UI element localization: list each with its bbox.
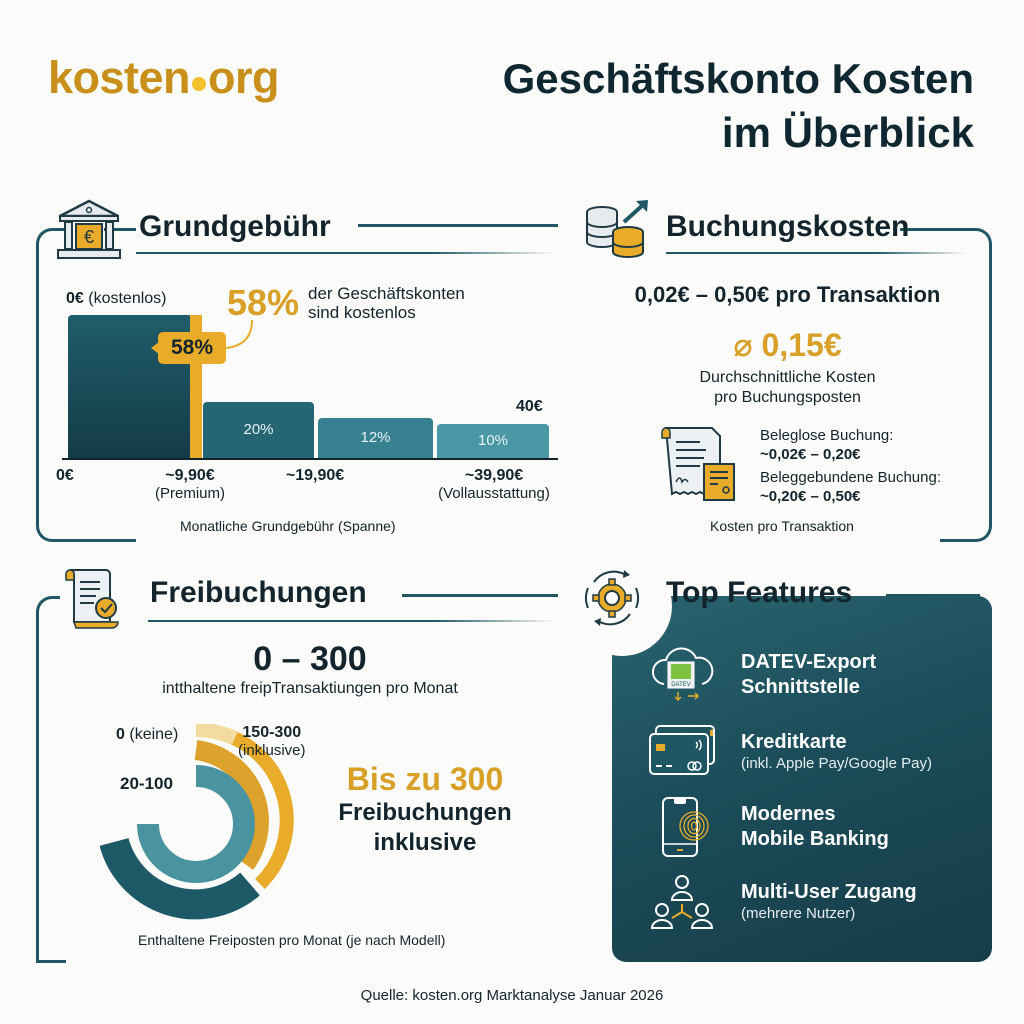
page-title-line1: Geschäftskonto Kosten xyxy=(502,55,974,102)
callout-text-line2: sind kostenlos xyxy=(308,303,416,322)
ring-label-1-value: 150-300 xyxy=(242,724,302,741)
free-label xyxy=(66,290,167,308)
free-booking-range: 0 – 300 xyxy=(253,640,367,678)
feature-mobile-banking xyxy=(741,802,889,852)
x-tick-2 xyxy=(265,467,365,485)
feature-multi-user-sub: (mehrere Nutzer) xyxy=(741,905,856,922)
bar-39: 10% xyxy=(437,424,549,458)
section-title-grundgebuehr: Grundgebühr xyxy=(139,210,331,243)
feature-mobile-line1: Modernes xyxy=(741,803,836,825)
caption-buchungskosten: Kosten pro Transaktion xyxy=(710,518,854,534)
free-booking-range-desc: intthaltene freipTransaktiungen pro Monat xyxy=(162,680,458,697)
feature-multi-user-title: Multi-User Zugang xyxy=(741,881,917,903)
x-tick-3-value: ~39,90€ xyxy=(464,467,524,484)
free-booking-highlight xyxy=(320,760,530,858)
title-rule xyxy=(886,594,980,597)
caption-freibuchungen: Enthaltene Freiposten pro Monat (je nach Modell) xyxy=(138,932,446,948)
section-title-buchungskosten: Buchungskosten xyxy=(666,210,910,243)
title-rule xyxy=(358,224,558,227)
svg-text:DATEV: DATEV xyxy=(671,682,691,688)
free-label-desc: (kostenlos) xyxy=(88,290,167,307)
ring-label-0 xyxy=(116,726,178,744)
feature-card-sub: (inkl. Apple Pay/Google Pay) xyxy=(741,755,932,772)
highlight-big: Bis zu 300 xyxy=(346,761,504,797)
bar-19: 12% xyxy=(318,418,433,458)
booking-cost-average: ⌀ 0,15€ xyxy=(733,327,842,363)
page-title-line2: im Überblick xyxy=(721,109,974,156)
booking-type-value-1: ~0,20€ – 0,50€ xyxy=(760,488,861,505)
avg-desc-line1: Durchschnittliche Kosten xyxy=(699,369,876,386)
feature-datev-line1: DATEV-Export xyxy=(741,651,877,673)
feature-multi-user xyxy=(741,880,917,922)
page-title xyxy=(503,52,974,160)
highlight-line3: inklusive xyxy=(373,829,477,856)
callout-text xyxy=(308,284,465,322)
frame-foot xyxy=(36,960,66,963)
section-title-features: Top Features xyxy=(666,576,853,609)
coins-growth-icon xyxy=(584,198,652,262)
x-tick-1-value: ~9,90€ xyxy=(165,467,215,484)
ring-label-1-desc: (inklusive) xyxy=(238,742,306,759)
x-tick-0 xyxy=(56,467,86,485)
ring-label-0-value: 0 xyxy=(116,726,125,743)
ring-label-1 xyxy=(238,724,306,760)
bank-euro-icon xyxy=(56,198,122,262)
chart-caption-grundgebuehr: Monatliche Grundgebühr (Spanne) xyxy=(180,518,396,534)
feature-datev-line2: Schnittstelle xyxy=(741,676,860,698)
ring-label-0-desc: (keine) xyxy=(129,726,179,743)
source-note: Quelle: kosten.org Marktanalyse Januar 2026 xyxy=(360,987,664,1004)
logo-text-right: org xyxy=(208,52,280,103)
document-check-icon xyxy=(60,566,126,632)
booking-type-label-0: Beleglose Buchung: xyxy=(760,427,894,444)
booking-cost-range: 0,02€ – 0,50€ pro Transaktion xyxy=(634,282,941,307)
phone-fingerprint-icon xyxy=(660,796,714,858)
booking-type-value-0: ~0,02€ – 0,20€ xyxy=(760,446,861,463)
logo xyxy=(48,52,279,104)
x-tick-1-sub: (Premium) xyxy=(155,485,225,502)
ring-label-2: 20-100 xyxy=(120,774,173,793)
x-tick-3-sub: (Vollausstattung) xyxy=(438,485,550,502)
x-tick-3 xyxy=(424,467,564,502)
badge-58-text: 58% xyxy=(170,336,214,359)
title-rule xyxy=(402,594,558,597)
badge-pointer xyxy=(151,342,159,354)
receipt-document-icon xyxy=(660,424,740,504)
title-underline xyxy=(148,620,556,622)
x-tick-2-value: ~19,90€ xyxy=(285,467,345,484)
multi-user-icon xyxy=(650,872,714,932)
max-value-label: 40€ xyxy=(516,398,543,415)
svg-text:€: € xyxy=(83,227,95,247)
frame-gap xyxy=(560,538,940,546)
bar-premium: 20% xyxy=(203,402,314,458)
callout-text-line1: der Geschäftskonten xyxy=(308,284,465,303)
x-axis xyxy=(62,458,558,460)
booking-types xyxy=(760,426,941,506)
highlight-line2: Freibuchungen xyxy=(338,799,512,826)
free-label-value: 0€ xyxy=(66,290,84,307)
cloud-datev-icon xyxy=(648,644,718,704)
section-frame-left-bottom xyxy=(36,596,60,962)
feature-mobile-line2: Mobile Banking xyxy=(741,828,889,850)
avg-desc-line2: pro Buchungsposten xyxy=(714,389,861,406)
section-title-freibuchungen: Freibuchungen xyxy=(150,576,367,609)
booking-avg-desc xyxy=(600,368,975,408)
feature-card-title: Kreditkarte xyxy=(741,731,847,753)
credit-card-icon xyxy=(648,724,718,776)
callout-connector xyxy=(222,318,262,358)
gear-cycle-icon xyxy=(580,566,644,630)
frame-gap xyxy=(136,538,556,546)
callout-percent: 58% xyxy=(227,282,300,323)
x-tick-0-value: 0€ xyxy=(56,467,74,484)
badge-58 xyxy=(158,332,226,364)
title-underline xyxy=(136,252,556,254)
logo-text-left: kosten xyxy=(48,52,191,103)
feature-credit-card xyxy=(741,730,932,772)
logo-dot xyxy=(192,77,206,91)
feature-datev xyxy=(741,650,876,700)
booking-type-label-1: Beleggebundene Buchung: xyxy=(760,469,941,486)
x-tick-1 xyxy=(140,467,240,502)
title-underline xyxy=(666,252,966,254)
